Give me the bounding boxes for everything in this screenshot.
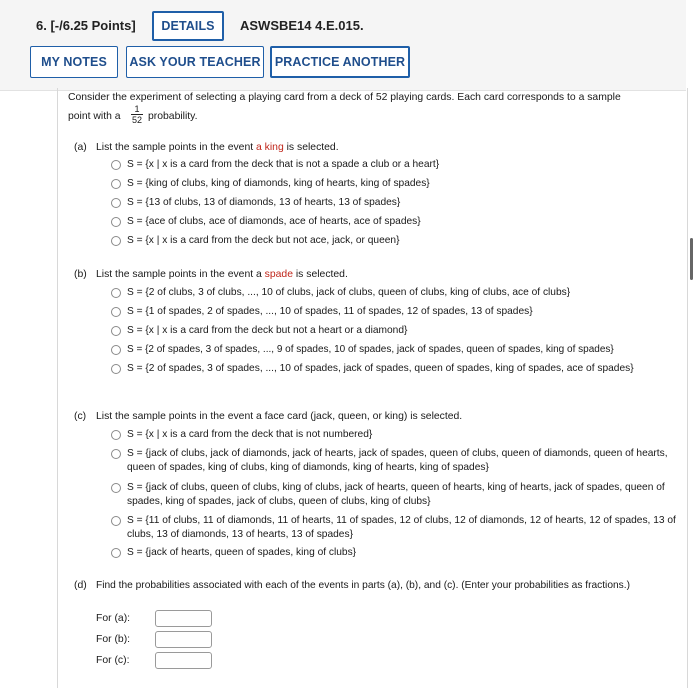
answer-a-input[interactable] [155,610,212,627]
part-c-option-4[interactable]: S = {11 of clubs, 11 of diamonds, 11 of hearts, 11 of spades, 12 of clubs, 12 of diamonds, 12 of hearts, 12 of spades, 13 of clubs, 13 of diamonds, 13 of hearts, 13 of spades} [127,515,676,540]
for-c-label: For (c): [96,655,130,666]
answer-c-input[interactable] [155,652,212,669]
part-b-option-2-radio[interactable] [111,307,121,317]
part-b-label: (b) [74,269,87,280]
part-b-option-1[interactable]: S = {2 of clubs, 3 of clubs, ..., 10 of clubs, jack of clubs, queen of clubs, king of clubs, ace of clubs} [127,287,571,298]
part-a-label: (a) [74,142,87,153]
answer-b-input[interactable] [155,631,212,648]
part-a-option-4-radio[interactable] [111,217,121,227]
part-d-prompt: Find the probabilities associated with each of the events in parts (a), (b), and (c). (Enter your probabilities as fractions.) [96,580,630,591]
part-c-label: (c) [74,411,87,422]
part-a-highlight: a king [256,142,284,153]
question-number: 6. [-/6.25 Points] [36,18,136,33]
part-b-option-5[interactable]: S = {2 of spades, 3 of spades, ..., 10 of spades, jack of spades, queen of spades, king of spades, ace of spades} [127,363,634,374]
part-c-option-5-radio[interactable] [111,548,121,558]
part-a-prompt-pre: List the sample points in the event [96,142,256,153]
part-b-option-1-radio[interactable] [111,288,121,298]
part-a-prompt-post: is selected. [283,142,339,153]
for-b-label: For (b): [96,634,131,645]
question-body [57,88,688,688]
part-c-option-1-radio[interactable] [111,430,121,440]
part-b-option-3-radio[interactable] [111,326,121,336]
intro-line-1: Consider the experiment of selecting a playing card from a deck of 52 playing cards. Each card corresponds to a sample [68,92,621,103]
part-c-option-2[interactable]: S = {jack of clubs, jack of diamonds, jack of hearts, jack of spades, queen of clubs, queen of diamonds, queen of hearts, queen of spades, king of clubs, king of diamonds, king of hearts, king of spades} [127,448,668,473]
part-d-label: (d) [74,580,87,591]
fraction-denominator: 52 [131,115,142,125]
part-c-option-4-radio[interactable] [111,516,121,526]
practice-another-button[interactable]: PRACTICE ANOTHER [270,46,410,78]
question-id: ASWSBE14 4.E.015. [240,18,364,33]
details-button[interactable]: DETAILS [152,11,224,41]
part-a-option-5[interactable]: S = {x | x is a card from the deck but not ace, jack, or queen} [127,235,400,246]
part-b-prompt [96,268,348,281]
part-a-option-1-radio[interactable] [111,160,121,170]
part-a-option-2-radio[interactable] [111,179,121,189]
part-a-option-3[interactable]: S = {13 of clubs, 13 of diamonds, 13 of hearts, 13 of spades} [127,197,401,208]
part-c-option-5[interactable]: S = {jack of hearts, queen of spades, king of clubs} [127,547,357,558]
part-b-option-4-radio[interactable] [111,345,121,355]
part-a-option-3-radio[interactable] [111,198,121,208]
part-c-prompt: List the sample points in the event a face card (jack, queen, or king) is selected. [96,411,463,422]
part-a-option-2[interactable]: S = {king of clubs, king of diamonds, king of hearts, king of spades} [127,178,430,189]
part-b-option-2[interactable]: S = {1 of spades, 2 of spades, ..., 10 of spades, 11 of spades, 12 of spades, 13 of spades} [127,306,533,317]
intro-line-2a: point with a [68,111,121,122]
part-c-option-3-radio[interactable] [111,483,121,493]
part-b-option-3[interactable]: S = {x | x is a card from the deck but not a heart or a diamond} [127,325,408,336]
my-notes-button[interactable]: MY NOTES [30,46,118,78]
part-c-option-1[interactable]: S = {x | x is a card from the deck that is not numbered} [127,429,373,440]
intro-line-2b: probability. [148,111,198,122]
part-b-prompt-pre: List the sample points in the event a [96,269,265,280]
part-b-option-4[interactable]: S = {2 of spades, 3 of spades, ..., 9 of spades, 10 of spades, jack of spades, queen of spades, king of spades} [127,344,614,355]
for-a-label: For (a): [96,613,131,624]
part-a-prompt [96,141,339,154]
part-a-option-1[interactable]: S = {x | x is a card from the deck that is not a spade a club or a heart} [127,159,440,170]
part-a-option-5-radio[interactable] [111,236,121,246]
part-b-prompt-post: is selected. [292,269,348,280]
ask-teacher-button[interactable]: ASK YOUR TEACHER [126,46,264,78]
part-b-highlight: spade [264,269,293,280]
part-a-option-4[interactable]: S = {ace of clubs, ace of diamonds, ace of hearts, ace of spades} [127,216,421,227]
part-c-option-2-radio[interactable] [111,449,121,459]
fraction-numerator: 1 [131,104,143,115]
part-c-option-3[interactable]: S = {jack of clubs, queen of clubs, king of clubs, jack of hearts, queen of hearts, king of hearts, jack of spades, queen of spades, king of spades, jack of clubs, queen of clubs, king of clubs} [127,482,665,507]
part-b-option-5-radio[interactable] [111,364,121,374]
probability-fraction [131,104,143,125]
question-header [0,0,686,91]
scrollbar-thumb[interactable] [690,238,693,280]
